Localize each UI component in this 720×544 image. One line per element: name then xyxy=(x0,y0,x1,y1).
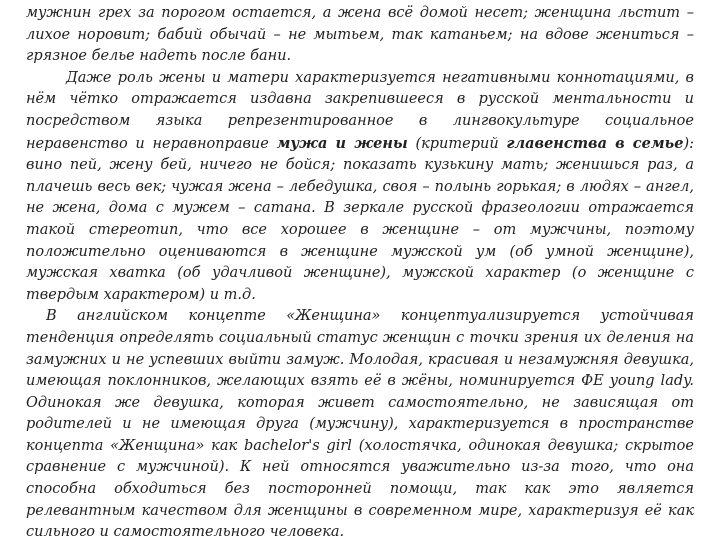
bold-family-headship: главенства в семье xyxy=(506,134,684,152)
paragraph-wife-role xyxy=(26,68,694,307)
paragraph-wife-role-intro: Даже роль жены и матери характеризуется негативными коннотациями, в нём чётко отражается издавна закрепившееся в русской ментальности и посредством языка репрезентированное в лингвокультуре социальное неравенство и неравноправие xyxy=(26,69,694,152)
paragraph-english-concept: В английском концепте «Женщина» концептуализируется устойчивая тенденция определять социальный статус женщин с точки зрения их деления на замужних и не успевших выйти замуж. Молодая, красивая и незамужняя девушка, имеющая поклонников, желающих взять её в жёны, номинируется ФЕ young lady. Одинокая же девушка, которая живет самостоятельно, не зависящая от родителей и не имеющая друга (мужчину), характеризуется в пространстве концепта «Женщина» как bachelor's girl (холостячка, одинокая девушка; скрытое сравнение с мужчиной). К ней относятся уважительно из-за того, что она способна обходиться без посторонней помощи, так как это является релевантным качеством для женщины в современном мире, характеризуя её как сильного и самостоятельного человека. xyxy=(26,308,694,541)
paragraph-proverbs: мужнин грех за порогом остается, а жена всё домой несет; женщина льстит – лихое норовит; бабий обычай – не мытьем, так катаньем; на вдове жениться – грязное белье надеть после бани. xyxy=(26,5,694,65)
document-page xyxy=(26,3,694,544)
paragraph-wife-role-mid: (критерий xyxy=(407,135,507,152)
paragraph-wife-role-rest: ): вино пей, жену бей, ничего не бойся; показать кузькину мать; женишься раз, а плачешь весь век; чужая жена – лебедушка, своя – полынь горькая; в людях – ангел, не жена, дома с мужем – сатана. В зеркале русской фразеологии отражается такой стереотип, что все хорошее в женщине – от мужчины, поэтому положительно оцениваются в женщине мужской ум (об умной женщине), мужская хватка (об удачливой женщине), мужской характер (о женщине с твердым характером) и т.д. xyxy=(26,135,694,303)
bold-husband-wife: мужа и жены xyxy=(276,134,408,152)
